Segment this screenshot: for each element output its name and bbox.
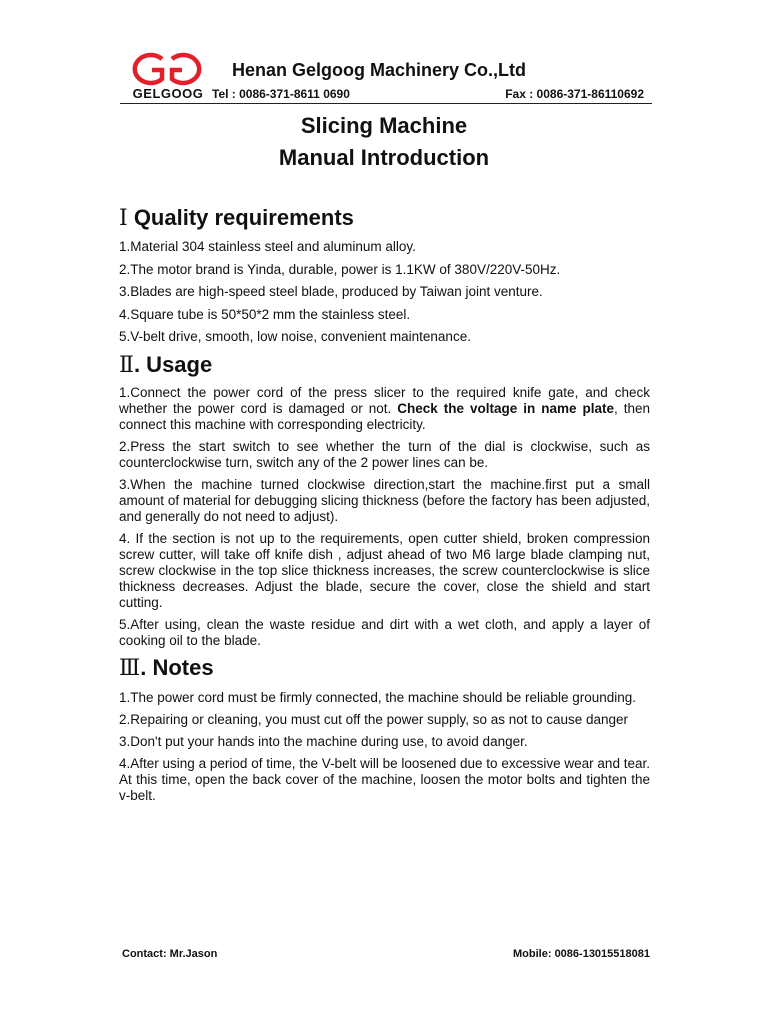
header-fax: Fax : 0086-371-86110692 — [505, 87, 644, 101]
header-contact-line — [212, 87, 652, 103]
logo-text: GELGOOG — [132, 86, 204, 101]
section-heading-quality — [119, 205, 650, 231]
list-item: 4. If the section is not up to the requirements, open cutter shield, broken compression screw cutter, will take off knife dish , adjust ahead of two M6 large blade clamping nut, screw clockwise in the top slice thickness increases, the screw counterclockwise is slice thickness decreases. Adjust the blade, secure the cover, close the shield and start cutting. — [119, 530, 650, 610]
section-title: Quality requirements — [127, 205, 354, 230]
gelgoog-logo-icon — [122, 50, 214, 88]
list-item: 1.The power cord must be firmly connected, the machine should be reliable grounding. — [119, 689, 637, 705]
section-heading-usage — [119, 352, 650, 378]
voltage-warning: Check the voltage in name plate — [397, 400, 614, 416]
document-body — [119, 200, 650, 810]
section-numeral: Ⅱ — [119, 352, 134, 378]
company-logo — [122, 50, 214, 102]
usage-item-1 — [119, 385, 650, 433]
list-item: 3.When the machine turned clockwise direction,start the machine.first put a small amount of material for debugging slicing thickness (before the factory has been adjusted, and generally do not need to adjust). — [119, 476, 650, 524]
list-item: 1.Material 304 stainless steel and aluminum alloy. — [119, 239, 416, 254]
section-numeral: Ⅰ — [119, 206, 128, 231]
footer-mobile: Mobile: 0086-13015518081 — [513, 948, 650, 960]
list-item: 2.Press the start switch to see whether the turn of the dial is clockwise, such as counterclockwise turn, switch any of the 2 power lines can be. — [119, 438, 650, 470]
list-item: 3.Don't put your hands into the machine during use, to avoid danger. — [119, 733, 528, 749]
section-heading-notes — [119, 655, 650, 681]
list-item: 2.The motor brand is Yinda, durable, power is 1.1KW of 380V/220V-50Hz. — [119, 261, 561, 277]
list-item: 4.Square tube is 50*50*2 mm the stainless steel. — [119, 306, 411, 322]
document-title: Slicing Machine — [300, 113, 468, 138]
list-item: 3.Blades are high-speed steel blade, produced by Taiwan joint venture. — [119, 284, 543, 299]
list-item: 5.V-belt drive, smooth, low noise, convenient maintenance. — [119, 329, 471, 344]
header-divider — [120, 103, 652, 104]
quality-list — [119, 239, 650, 345]
document-subtitle: Manual Introduction — [278, 145, 490, 170]
section-numeral: Ⅲ — [119, 655, 141, 681]
list-item: 5.After using, clean the waste residue and dirt with a wet cloth, and apply a layer of cooking oil to the blade. — [119, 616, 650, 648]
footer-contact: Contact: Mr.Jason — [122, 948, 218, 960]
company-name: Henan Gelgoog Machinery Co.,Ltd — [232, 60, 527, 80]
list-item: 4.After using a period of time, the V-belt will be loosened due to excessive wear and tear. At this time, open the back cover of the machine, loosen the motor bolts and tighten the v-belt. — [119, 755, 650, 803]
section-title: . Usage — [133, 351, 213, 377]
list-item: 2.Repairing or cleaning, you must cut off the power supply, so as not to cause danger — [119, 711, 629, 727]
header-tel: Tel : 0086-371-8611 0690 — [212, 87, 350, 101]
usage-item-1-text: 1.Connect the power cord of the press slicer to the required knife gate, and check whether the power cord is damaged or not. — [119, 384, 650, 416]
section-title: . Notes — [140, 654, 214, 680]
usage-item-1-tail: , then connect this machine with corresponding electricity. — [119, 400, 651, 432]
